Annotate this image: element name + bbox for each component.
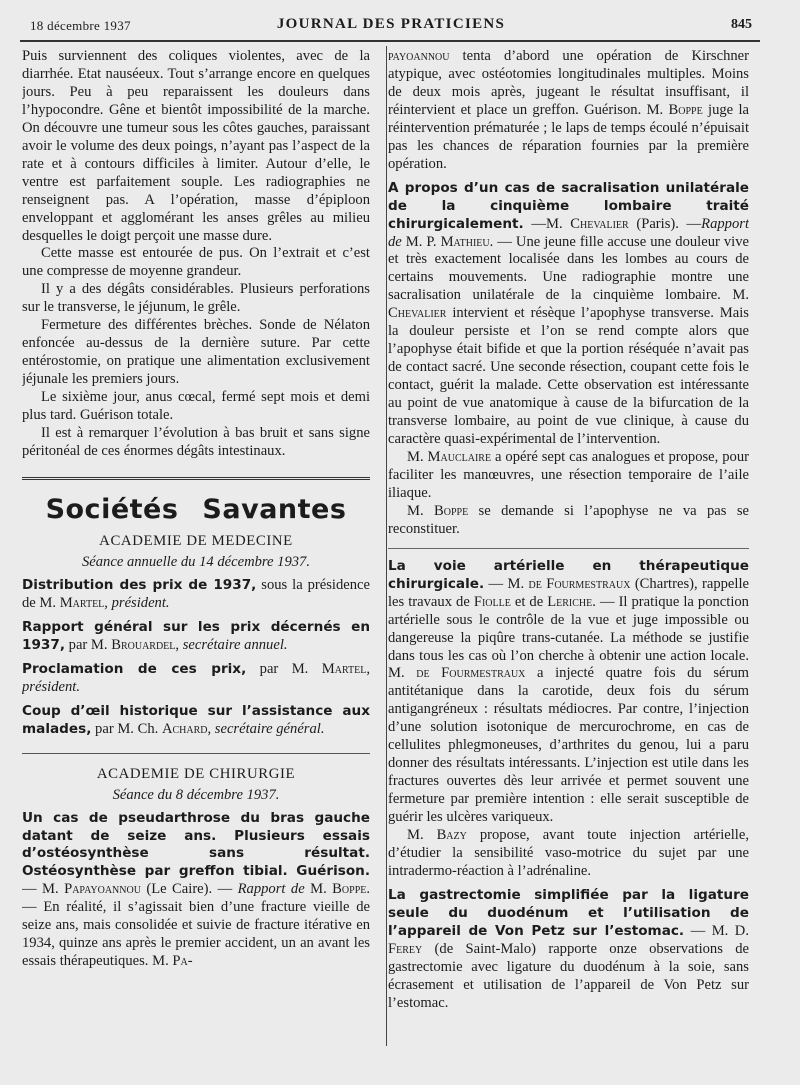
section-title <box>22 494 370 525</box>
section-title-word: Sociétés <box>45 493 179 525</box>
paragraph: Il est à remarquer l’évolution à bas bruit et sans signe péritonéal de ces énormes dégâts intestinaux. <box>22 425 370 459</box>
list-item: Distribution des prix de 1937, sous la présidence de M. Martel, président. <box>22 576 370 611</box>
list-item: Coup d’œil historique sur l’assistance aux malades, par M. Ch. Achard, secrétaire général. <box>22 702 370 737</box>
section-rule <box>22 753 370 754</box>
section-title-word: Savantes <box>202 493 347 525</box>
academy-heading: ACADEMIE DE MEDECINE <box>99 532 293 549</box>
left-column <box>22 48 370 1046</box>
session-date: Séance du 8 décembre 1937. <box>112 786 280 803</box>
header-rule <box>20 40 760 42</box>
session-date: Séance annuelle du 14 décembre 1937. <box>81 553 311 570</box>
paragraph: Fermeture des différentes brèches. Sonde de Nélaton enfoncée au-dessus de la dernière suture. Par cette entérostomie, on pratique une alimentation exclusivement jéjunale les premiers jours. <box>22 317 370 388</box>
academy-heading: ACADEMIE DE CHIRURGIE <box>96 765 296 782</box>
case-paragraph: Un cas de pseudarthrose du bras gauche datant de seize ans. Plusieurs essais d’ostéosynthèse sans résultat. Ostéosynthèse par greffon tibial. Guérison. — M. Papayoannou (Le Caire). — Rapport de M. Boppe. — En réalité, il s’agissait bien d’une fracture vieille de seize ans, mais consolidée et suivie de fracture itérative en 1934, quinze ans après le premier accident, un an avant les essais thérapeutiques. M. Pa- <box>22 809 370 970</box>
paragraph: Cette masse est entourée de pus. On l’extrait et c’est une compresse de moyenne grandeur. <box>22 245 370 280</box>
page-header <box>30 14 752 36</box>
section-double-rule <box>22 477 370 480</box>
list-item: Rapport général sur les prix décernés en 1937, par M. Brouardel, secrétaire annuel. <box>22 618 370 653</box>
paragraph: M. Boppe se demande si l’apophyse ne va pas se reconstituer. <box>388 502 749 537</box>
case-paragraph: La voie artérielle en thérapeutique chirurgicale. — M. de Fourmestraux (Chartres), rappelle les travaux de Fiolle et de Leriche. — Il pratique la ponction artérielle sous le contrôle de la vue et juge impossible ou dangereuse la piqûre trans-cutanée. La méthode se justifie dans tous les cas où l’on cherche à obtenir une action locale. M. de Fourmestraux a injecté quatre fois du sérum antitétanique dans la carotide, deux fois du sérum antigangréneux : résultats médiocres. Par contre, l’injection d’une solution isotonique de mercurochrome, en cas de cellulites phlegmoneuses, d’arthrites du genou, lui a paru donner des résultats intéressants. L’injection est utile dans les fractures ouvertes dès leur arrivée et permet souvent une fermeture par première intention : elle serait susceptible de guérir les ulcères variqueux. <box>388 557 749 826</box>
section-rule <box>388 548 749 549</box>
paragraph: M. Mauclaire a opéré sept cas analogues et propose, pour faciliter les manœuvres, une résection temporaire de l’aile iliaque. <box>388 448 749 501</box>
case-paragraph: La gastrectomie simplifiée par la ligature seule du duodénum et l’utilisation de l’appareil de Von Petz sur l’estomac. — M. D. Ferey (de Saint-Malo) rapporte onze observations de gastrectomie avec ligature du duodénum à la soie, sans écrasement et utilisation de l’appareil de Von Petz sur l’estomac. <box>388 886 749 1011</box>
paragraph: M. Bazy propose, avant toute injection artérielle, d’étudier la sensibilité vaso-motrice du sujet par une intradermo-réaction à l’adrénaline. <box>388 827 749 879</box>
header-page-number: 845 <box>731 17 752 32</box>
right-column <box>388 48 749 1046</box>
paragraph: Puis surviennent des coliques violentes, avec de la diarrhée. Etat nauséeux. Tout s’arrange encore en quelques jours. Peu à peu reparaissent les douleurs dans l’hypocondre. Gêne et bientôt impossibilité de la marche. On découvre une tumeur sous les côtes gauches, paraissant avoir le volume des deux poings, n’ayant pas l’aspect de la rate et à contours difficiles à limiter. Autour d’elle, le ventre est parfaitement souple. Les radiographies ne renseignent pas. A l’opération, masse d’épiploon enveloppant et agglomérant les anses grêles au milieu desquelles le doigt perçoit une masse dure. <box>22 48 370 244</box>
paragraph: payoannou tenta d’abord une opération de Kirschner atypique, avec ostéotomies longitudinales multiples. Moins de deux mois après, jugeant le résultat insuffisant, il réintervient et place un greffon. Guérison. M. Boppe juge la réintervention prématurée ; le laps de temps écoulé n’épuisait pas les chances de réparation fournies par la première opération. <box>388 48 749 172</box>
header-date: 18 décembre 1937 <box>30 18 131 33</box>
paragraph: Le sixième jour, anus cœcal, fermé sept mois et demi plus tard. Guérison totale. <box>22 389 370 424</box>
header-journal-title: JOURNAL DES PRATICIENS <box>276 16 506 32</box>
column-divider <box>386 46 387 1046</box>
case-paragraph: A propos d’un cas de sacralisation unilatérale de la cinquième lombaire traité chirurgicalement. —M. Chevalier (Paris). —Rapport de M. P. Mathieu. — Une jeune fille accuse une douleur vive et très exactement localisée dans les lombes au cours de certains mouvements. Une radiographie montre une sacralisation unilatérale de la cinquième lombaire. M. Chevalier intervient et résèque l’apophyse transverse. Mais la douleur persiste et l’on se rend compte alors que l’apophyse était bifide et que la portion réséquée n’avait pas de contact sacré. Une seconde résection, coupant cette fois le contact, guérit la malade. Cette observation est intéressante au point de vue anatomique à cause de la bifurcation de la transverse lombaire, au point de vue clinique, à cause du caractère quasi-expérimental de l’intervention. <box>388 179 749 448</box>
list-item: Proclamation de ces prix, par M. Martel, président. <box>22 660 370 695</box>
paragraph: Il y a des dégâts considérables. Plusieurs perforations sur le transverse, le jéjunum, le grêle. <box>22 281 370 316</box>
